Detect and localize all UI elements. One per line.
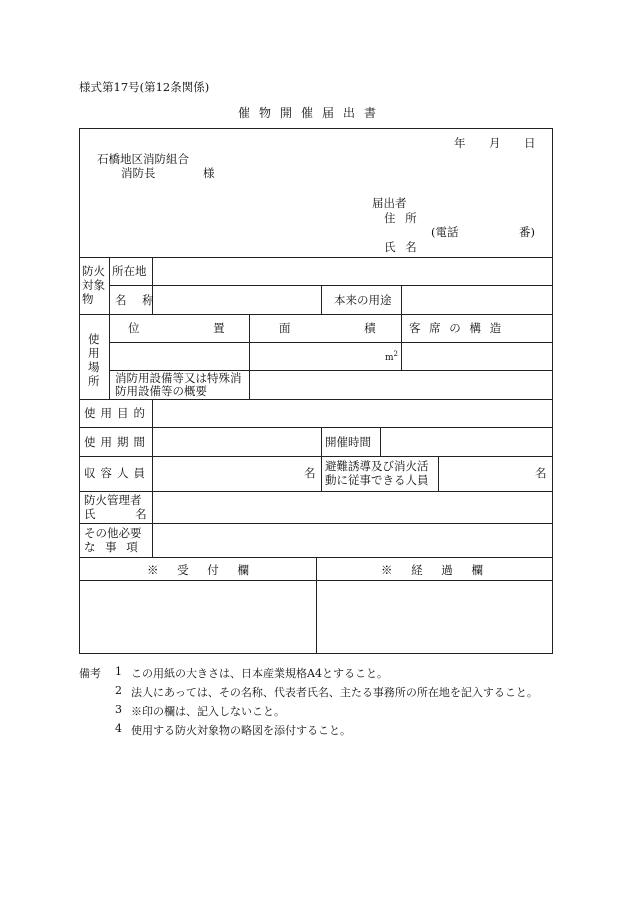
- note-text: ※印の欄は、記入しないこと。: [131, 705, 285, 718]
- addressee-chief: 消防長: [121, 166, 156, 180]
- progress-box-label: ※ 経 過 欄: [381, 563, 483, 577]
- capacity-unit: 名: [304, 466, 316, 480]
- area-unit: $m^2$: [385, 350, 399, 363]
- target-name-label: 名 称: [115, 293, 154, 307]
- purpose-label: 使用目的: [84, 406, 150, 420]
- applicant-phone-open: (電話: [431, 225, 459, 239]
- area-label: 面 積: [279, 321, 376, 335]
- note-text: 法人にあっては、その名称、代表者氏名、主たる事務所の所在地を記入すること。: [131, 686, 538, 699]
- location-label: 所在地: [112, 264, 147, 278]
- date-day-label: 日: [524, 136, 536, 150]
- reception-box-label: ※ 受 付 欄: [147, 563, 249, 577]
- applicant-phone-close: 番): [519, 225, 535, 239]
- note-number: 1: [115, 665, 122, 678]
- other-label: その他必要 な 事 項: [84, 526, 142, 554]
- notes-label: 備考: [79, 667, 101, 680]
- note-number: 2: [115, 684, 122, 697]
- note-text: 使用する防火対象物の略図を添付すること。: [131, 724, 351, 737]
- capacity-label: 収容人員: [84, 466, 150, 480]
- evacuation-label: 避難誘導及び消火活 動に従事できる人員: [325, 459, 429, 487]
- note-number: 3: [115, 703, 122, 716]
- applicant-name-label: 氏 名: [384, 240, 417, 254]
- applicant-label: 届出者: [372, 196, 407, 210]
- position-label: 位 置: [128, 321, 225, 335]
- addressee-honorific: 様: [203, 166, 215, 180]
- event-time-label: 開催時間: [325, 435, 371, 449]
- date-year-label: 年: [454, 136, 466, 150]
- applicant-address-label: 住 所: [384, 211, 417, 225]
- evacuation-unit: 名: [535, 466, 547, 480]
- date-month-label: 月: [489, 136, 501, 150]
- fire-manager-label: 防火管理者 氏 名: [84, 493, 147, 521]
- equipment-label: 消防用設備等又は特殊消 防用設備等の概要: [115, 371, 242, 398]
- seat-structure-label: 客 席 の 構 造: [409, 321, 502, 335]
- page-title: 催物開催届出書: [238, 106, 386, 120]
- note-text: この用紙の大きさは、日本産業規格A4とすること。: [131, 667, 388, 680]
- note-number: 4: [115, 722, 122, 735]
- original-use-label: 本来の用途: [334, 293, 392, 307]
- period-label: 使用期間: [84, 435, 150, 449]
- addressee-org: 石橋地区消防組合: [97, 152, 189, 166]
- target-section-label: 防火 対象 物: [82, 264, 105, 306]
- use-place-section-label: 使 用 場 所: [88, 332, 100, 388]
- form-number: 様式第17号(第12条関係): [79, 80, 210, 94]
